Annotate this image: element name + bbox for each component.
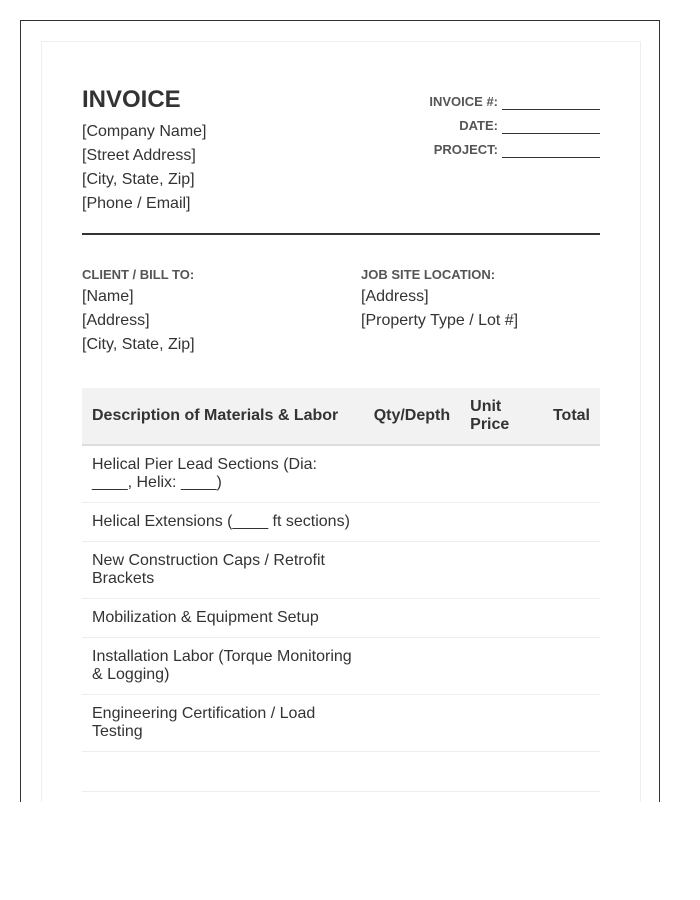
invoice-date-row	[429, 110, 600, 134]
table-row	[82, 599, 600, 638]
table-row	[82, 542, 600, 599]
table-header-row	[82, 388, 600, 445]
company-name: [Company Name]	[82, 123, 207, 140]
row-qty	[364, 695, 460, 752]
row-qty	[364, 638, 460, 695]
row-total	[543, 542, 600, 599]
invoice-number-blank[interactable]	[502, 94, 600, 110]
table-row	[82, 638, 600, 695]
table-row	[82, 752, 600, 792]
row-qty	[364, 752, 460, 792]
row-unit-price	[460, 638, 543, 695]
invoice-project-blank[interactable]	[502, 142, 600, 158]
row-description: Helical Extensions (____ ft sections)	[82, 503, 364, 542]
row-unit-price	[460, 445, 543, 503]
row-qty	[364, 503, 460, 542]
row-description: Mobilization & Equipment Setup	[82, 599, 364, 638]
row-unit-price	[460, 542, 543, 599]
invoice-meta	[429, 86, 600, 158]
row-description: New Construction Caps / Retrofit Brackets	[82, 542, 364, 599]
invoice-title: INVOICE	[82, 86, 181, 113]
job-site-property-type: [Property Type / Lot #]	[361, 312, 519, 329]
row-description	[82, 752, 364, 792]
header-qty-depth: Qty/Depth	[364, 388, 460, 445]
table-row	[82, 445, 600, 503]
invoice-date-label: DATE:	[459, 118, 498, 133]
company-street-address: [Street Address]	[82, 147, 196, 164]
row-description: Engineering Certification / Load Testing	[82, 695, 364, 752]
row-description: Installation Labor (Torque Monitoring & Logging)	[82, 638, 364, 695]
row-total	[543, 695, 600, 752]
header-unit-price: Unit Price	[460, 388, 543, 445]
row-total	[543, 599, 600, 638]
row-unit-price	[460, 599, 543, 638]
job-site-address: [Address]	[361, 288, 429, 305]
client-city-state-zip: [City, State, Zip]	[82, 336, 195, 353]
row-total	[543, 752, 600, 792]
invoice-content	[82, 86, 600, 740]
invoice-project-row	[429, 134, 600, 158]
row-qty	[364, 542, 460, 599]
invoice-project-label: PROJECT:	[433, 142, 498, 157]
parties-section	[82, 267, 600, 367]
line-items-table	[82, 388, 600, 792]
invoice-number-row	[429, 86, 600, 110]
header-divider	[82, 233, 600, 235]
row-total	[543, 638, 600, 695]
row-qty	[364, 445, 460, 503]
header-description: Description of Materials & Labor	[82, 388, 364, 445]
client-address: [Address]	[82, 312, 150, 329]
row-description: Helical Pier Lead Sections (Dia: ____, Helix: ____)	[82, 445, 364, 503]
row-unit-price	[460, 752, 543, 792]
company-city-state-zip: [City, State, Zip]	[82, 171, 195, 188]
invoice-number-label: INVOICE #:	[429, 94, 498, 109]
row-unit-price	[460, 695, 543, 752]
invoice-header	[82, 86, 600, 216]
invoice-date-blank[interactable]	[502, 118, 600, 134]
client-block	[82, 267, 195, 357]
row-qty	[364, 599, 460, 638]
job-site-block	[361, 267, 518, 333]
company-phone-email: [Phone / Email]	[82, 195, 191, 212]
client-name: [Name]	[82, 288, 134, 305]
header-total: Total	[543, 388, 600, 445]
job-site-label: JOB SITE LOCATION:	[361, 267, 496, 282]
client-label: CLIENT / BILL TO:	[82, 267, 195, 282]
table-row	[82, 695, 600, 752]
row-total	[543, 445, 600, 503]
row-total	[543, 503, 600, 542]
company-block	[82, 86, 207, 216]
table-row	[82, 503, 600, 542]
row-unit-price	[460, 503, 543, 542]
